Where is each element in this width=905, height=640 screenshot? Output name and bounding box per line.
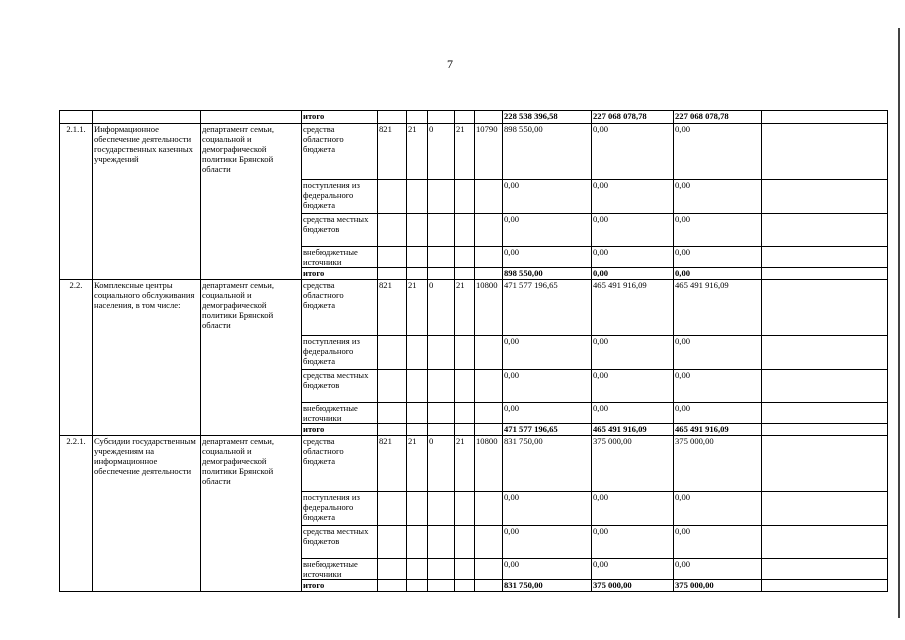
executor-cell: департамент семьи, социальной и демографической политики Брянской области xyxy=(201,124,302,280)
value-cell: 227 068 078,78 xyxy=(592,111,674,124)
code-cell xyxy=(475,403,503,424)
source-cell: средства местных бюджетов xyxy=(302,214,378,247)
code-cell xyxy=(455,247,475,268)
value-cell: 0,00 xyxy=(592,180,674,214)
code-cell xyxy=(407,247,428,268)
code-cell xyxy=(428,247,455,268)
code-cell xyxy=(475,526,503,559)
code-cell xyxy=(455,424,475,436)
empty-cell xyxy=(762,370,888,403)
code-cell xyxy=(455,111,475,124)
source-cell: поступления из федерального бюджета xyxy=(302,492,378,526)
value-cell: 0,00 xyxy=(592,214,674,247)
value-cell: 0,00 xyxy=(592,526,674,559)
value-cell: 0,00 xyxy=(503,403,592,424)
code-cell xyxy=(378,559,407,580)
code-cell xyxy=(428,580,455,592)
empty-cell xyxy=(762,580,888,592)
empty-cell xyxy=(762,336,888,370)
code-cell xyxy=(407,403,428,424)
value-cell: 0,00 xyxy=(674,124,762,180)
index-cell xyxy=(60,111,93,124)
code-cell xyxy=(428,424,455,436)
value-cell: 831 750,00 xyxy=(503,436,592,492)
source-cell: средства областного бюджета xyxy=(302,280,378,336)
value-cell: 0,00 xyxy=(674,180,762,214)
code-cell xyxy=(428,526,455,559)
code-cell xyxy=(475,336,503,370)
value-cell: 471 577 196,65 xyxy=(503,424,592,436)
value-cell: 0,00 xyxy=(503,180,592,214)
code-cell: 21 xyxy=(407,280,428,336)
code-cell xyxy=(407,180,428,214)
empty-cell xyxy=(762,559,888,580)
source-cell: средства местных бюджетов xyxy=(302,370,378,403)
value-cell: 0,00 xyxy=(674,559,762,580)
code-cell: 0 xyxy=(428,124,455,180)
code-cell: 0 xyxy=(428,280,455,336)
code-cell xyxy=(455,214,475,247)
code-cell xyxy=(455,336,475,370)
value-cell: 375 000,00 xyxy=(592,580,674,592)
value-cell: 0,00 xyxy=(592,403,674,424)
table-row xyxy=(60,436,888,492)
value-cell: 0,00 xyxy=(674,214,762,247)
code-cell xyxy=(378,424,407,436)
code-cell: 821 xyxy=(378,280,407,336)
empty-cell xyxy=(762,268,888,280)
value-cell: 0,00 xyxy=(592,492,674,526)
index-cell: 2.1.1. xyxy=(60,124,93,280)
value-cell: 0,00 xyxy=(592,559,674,580)
code-cell: 21 xyxy=(455,436,475,492)
table-row xyxy=(60,280,888,336)
value-cell: 0,00 xyxy=(674,492,762,526)
source-cell: итого xyxy=(302,580,378,592)
empty-cell xyxy=(762,424,888,436)
value-cell: 0,00 xyxy=(592,247,674,268)
code-cell xyxy=(378,180,407,214)
name-cell: Информационное обеспечение деятельности государственных казенных учреждений xyxy=(93,124,201,280)
executor-cell: департамент семьи, социальной и демографической политики Брянской области xyxy=(201,280,302,436)
value-cell: 0,00 xyxy=(503,247,592,268)
value-cell: 465 491 916,09 xyxy=(592,280,674,336)
value-cell: 375 000,00 xyxy=(674,436,762,492)
source-cell: поступления из федерального бюджета xyxy=(302,180,378,214)
code-cell xyxy=(475,559,503,580)
code-cell xyxy=(428,559,455,580)
empty-cell xyxy=(762,526,888,559)
value-cell: 471 577 196,65 xyxy=(503,280,592,336)
code-cell xyxy=(428,370,455,403)
code-cell: 10800 xyxy=(475,280,503,336)
executor-cell xyxy=(201,111,302,124)
code-cell xyxy=(455,180,475,214)
source-cell: итого xyxy=(302,111,378,124)
code-cell xyxy=(378,111,407,124)
code-cell xyxy=(475,111,503,124)
empty-cell xyxy=(762,247,888,268)
empty-cell xyxy=(762,436,888,492)
code-cell xyxy=(428,492,455,526)
value-cell: 465 491 916,09 xyxy=(674,424,762,436)
code-cell xyxy=(455,492,475,526)
value-cell: 375 000,00 xyxy=(674,580,762,592)
source-cell: внебюджетные источники xyxy=(302,403,378,424)
code-cell: 10800 xyxy=(475,436,503,492)
code-cell xyxy=(407,526,428,559)
page-number: 7 xyxy=(447,57,453,71)
table-row-top-total xyxy=(60,111,888,124)
code-cell xyxy=(378,214,407,247)
source-cell: итого xyxy=(302,268,378,280)
code-cell xyxy=(407,268,428,280)
code-cell xyxy=(455,370,475,403)
empty-cell xyxy=(762,111,888,124)
source-cell: внебюджетные источники xyxy=(302,247,378,268)
value-cell: 0,00 xyxy=(674,336,762,370)
value-cell: 0,00 xyxy=(592,336,674,370)
code-cell: 21 xyxy=(455,280,475,336)
code-cell xyxy=(407,111,428,124)
code-cell xyxy=(407,336,428,370)
code-cell xyxy=(378,580,407,592)
value-cell: 0,00 xyxy=(674,403,762,424)
table-row xyxy=(60,124,888,180)
value-cell: 0,00 xyxy=(674,526,762,559)
code-cell xyxy=(378,336,407,370)
value-cell: 831 750,00 xyxy=(503,580,592,592)
index-cell: 2.2.1. xyxy=(60,436,93,592)
code-cell xyxy=(428,268,455,280)
code-cell xyxy=(407,492,428,526)
code-cell: 21 xyxy=(407,124,428,180)
code-cell xyxy=(475,580,503,592)
value-cell: 0,00 xyxy=(674,370,762,403)
code-cell xyxy=(428,403,455,424)
source-cell: средства областного бюджета xyxy=(302,436,378,492)
code-cell xyxy=(475,247,503,268)
value-cell: 465 491 916,09 xyxy=(674,280,762,336)
code-cell xyxy=(378,403,407,424)
code-cell xyxy=(428,336,455,370)
code-cell xyxy=(407,424,428,436)
code-cell xyxy=(475,492,503,526)
code-cell: 10790 xyxy=(475,124,503,180)
name-cell: Субсидии государственным учреждениям на информационное обеспечение деятельности xyxy=(93,436,201,592)
value-cell: 898 550,00 xyxy=(503,124,592,180)
empty-cell xyxy=(762,280,888,336)
code-cell xyxy=(378,247,407,268)
index-cell: 2.2. xyxy=(60,280,93,436)
code-cell xyxy=(378,370,407,403)
value-cell: 898 550,00 xyxy=(503,268,592,280)
code-cell xyxy=(455,403,475,424)
code-cell xyxy=(475,424,503,436)
value-cell: 0,00 xyxy=(503,214,592,247)
code-cell xyxy=(455,268,475,280)
code-cell xyxy=(428,214,455,247)
value-cell: 0,00 xyxy=(592,124,674,180)
code-cell: 821 xyxy=(378,124,407,180)
code-cell xyxy=(475,268,503,280)
empty-cell xyxy=(762,403,888,424)
source-cell: поступления из федерального бюджета xyxy=(302,336,378,370)
empty-cell xyxy=(762,180,888,214)
code-cell: 21 xyxy=(455,124,475,180)
code-cell xyxy=(475,214,503,247)
code-cell xyxy=(378,268,407,280)
name-cell xyxy=(93,111,201,124)
code-cell xyxy=(428,111,455,124)
source-cell: внебюджетные источники xyxy=(302,559,378,580)
value-cell: 0,00 xyxy=(503,526,592,559)
code-cell xyxy=(407,559,428,580)
name-cell: Комплексные центры социального обслуживания населения, в том числе: xyxy=(93,280,201,436)
value-cell: 0,00 xyxy=(592,268,674,280)
value-cell: 0,00 xyxy=(503,492,592,526)
value-cell: 0,00 xyxy=(592,370,674,403)
value-cell: 227 068 078,78 xyxy=(674,111,762,124)
code-cell xyxy=(407,370,428,403)
code-cell xyxy=(378,492,407,526)
code-cell xyxy=(407,214,428,247)
code-cell: 21 xyxy=(407,436,428,492)
value-cell: 0,00 xyxy=(674,268,762,280)
source-cell: средства местных бюджетов xyxy=(302,526,378,559)
source-cell: средства областного бюджета xyxy=(302,124,378,180)
code-cell xyxy=(455,526,475,559)
scan-edge-shadow xyxy=(898,28,900,618)
value-cell: 0,00 xyxy=(674,247,762,268)
value-cell: 0,00 xyxy=(503,336,592,370)
code-cell xyxy=(455,580,475,592)
code-cell xyxy=(455,559,475,580)
code-cell xyxy=(475,370,503,403)
code-cell xyxy=(428,180,455,214)
budget-table xyxy=(59,110,888,592)
value-cell: 228 538 396,58 xyxy=(503,111,592,124)
value-cell: 0,00 xyxy=(503,559,592,580)
value-cell: 375 000,00 xyxy=(592,436,674,492)
empty-cell xyxy=(762,124,888,180)
value-cell: 465 491 916,09 xyxy=(592,424,674,436)
empty-cell xyxy=(762,214,888,247)
code-cell xyxy=(378,526,407,559)
executor-cell: департамент семьи, социальной и демографической политики Брянской области xyxy=(201,436,302,592)
code-cell xyxy=(475,180,503,214)
source-cell: итого xyxy=(302,424,378,436)
code-cell: 0 xyxy=(428,436,455,492)
empty-cell xyxy=(762,492,888,526)
value-cell: 0,00 xyxy=(503,370,592,403)
code-cell: 821 xyxy=(378,436,407,492)
code-cell xyxy=(407,580,428,592)
